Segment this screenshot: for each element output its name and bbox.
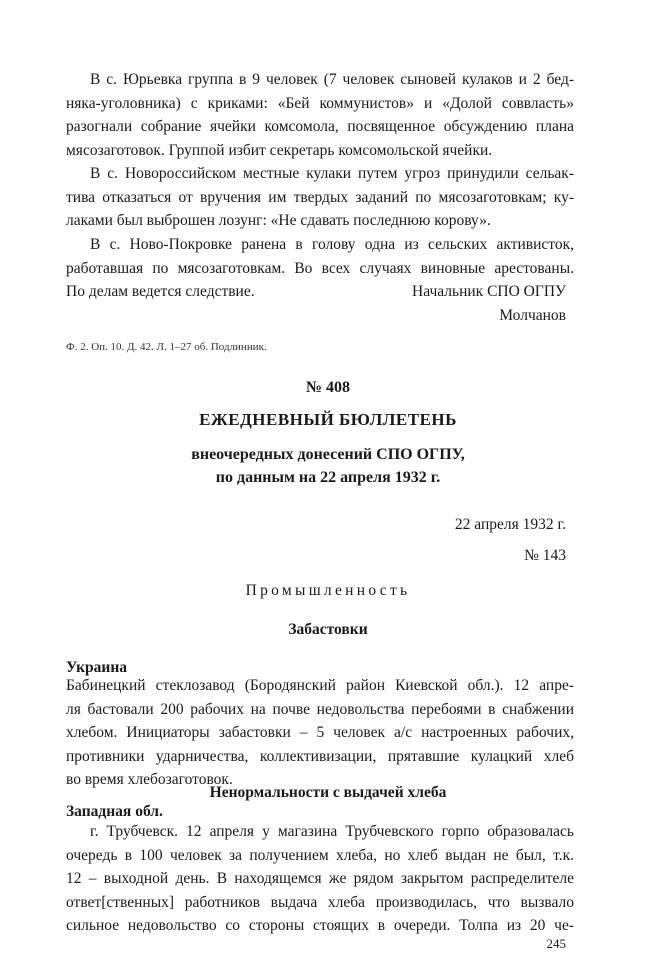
paragraph-babinetsky-factory	[66, 674, 574, 792]
text-line: 12 – выходной день. В находящемся же рядом закрытом распределителе	[66, 870, 574, 888]
text-line: тива отказаться от вручения им твердых заданий по мясозаготовкам; ку-	[66, 188, 574, 206]
text-line: очередь в 100 человек за получением хлеба, но хлеб выдан не был, т.к.	[66, 846, 574, 864]
signature-position: Начальник СПО ОГПУ	[412, 283, 566, 300]
subsection-heading-bread: Ненормальности с выдачей хлеба	[209, 784, 447, 801]
text-line: г. Трубчевск. 12 апреля у магазина Трубчевского горпо образовалась	[90, 823, 574, 840]
paragraph-yurevka	[66, 68, 574, 162]
text-line: По делам ведется следствие.	[66, 283, 255, 301]
text-line: В с. Ново-Покровке ранена в голову одна из сельских активисток,	[90, 236, 574, 253]
document-number: № 408	[305, 379, 351, 396]
region-heading-ukraine: Украина	[66, 659, 128, 676]
bulletin-number: № 143	[524, 547, 566, 564]
text-line: лаками был выброшен лозунг: «Не сдавать последнюю корову».	[66, 212, 491, 230]
signature-name: Молчанов	[499, 306, 566, 324]
section-heading: Промышленность	[245, 582, 411, 599]
subsection-heading-strikes: Забастовки	[288, 621, 368, 638]
text-line: хлебом. Инициаторы забастовки – 5 человек а/с настроенных рабочих,	[66, 724, 574, 742]
text-line: сильное недовольство со стороны стоящих в очереди. Толпа из 20 че-	[66, 917, 574, 935]
paragraph-trubchevsk	[66, 820, 574, 938]
document-date: 22 апреля 1932 г.	[454, 516, 566, 533]
text-line: Бабинецкий стеклозавод (Бородянский район Киевской обл.). 12 апре-	[66, 677, 574, 694]
paragraph-novorossiyskoe	[66, 162, 574, 233]
document-title: ЕЖЕДНЕВНЫЙ БЮЛЛЕТЕНЬ	[199, 410, 457, 429]
text-line: няка-уголовника) с криками: «Бей коммунистов» и «Долой соввласть»	[66, 94, 574, 112]
document-subtitle-line2: по данным на 22 апреля 1932 г.	[215, 469, 441, 486]
signature-block	[412, 280, 566, 327]
archive-source-note: Ф. 2. Оп. 10. Д. 42. Л. 1–27 об. Подлинник.	[66, 341, 267, 353]
text-line: разогнали собрание ячейки комсомола, посвященное обсуждению плана	[66, 118, 574, 136]
text-line: В с. Новороссийском местные кулаки путем угроз принудили сельак-	[90, 165, 574, 182]
text-line: противники ударничества, коллективизации, прятавшие кулацкий хлеб	[66, 747, 574, 765]
text-line: работавшая по мясозаготовкам. Во всех случаях виновные арестованы.	[66, 259, 574, 277]
text-line: ля бастовали 200 рабочих на почве недовольства перебоями в снабжении	[66, 700, 574, 718]
page-number: 245	[546, 936, 566, 951]
text-line: ответ[ственных] работников выдача хлеба производилась, что вызвало	[66, 893, 574, 911]
text-line: во время хлебозаготовок.	[66, 771, 233, 789]
text-line: В с. Юрьевка группа в 9 человек (7 человек сыновей кулаков и 2 бед-	[90, 71, 574, 88]
region-heading-western: Западная обл.	[66, 803, 163, 820]
document-subtitle-line1: внеочередных донесений СПО ОГПУ,	[191, 446, 465, 463]
text-line: мясозаготовок. Группой избит секретарь комсомольской ячейки.	[66, 141, 493, 159]
